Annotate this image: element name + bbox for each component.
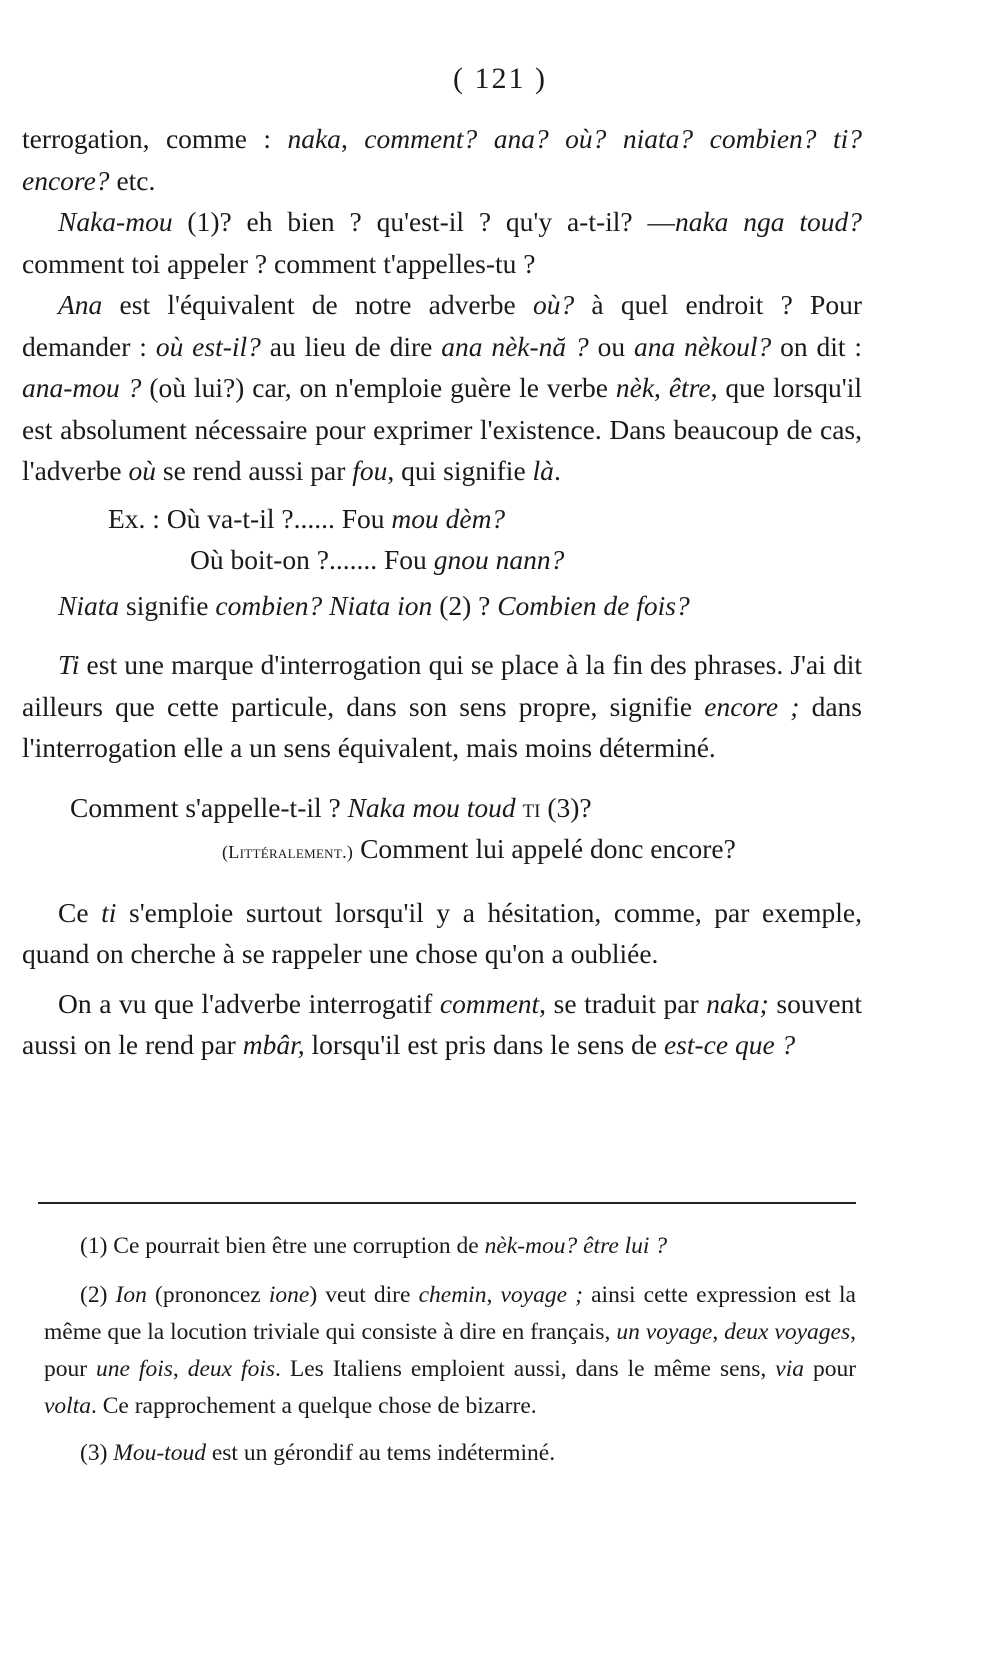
paragraph-6 [22, 892, 862, 975]
text-run: Fou [377, 544, 434, 575]
italic-run: deux voyages [724, 1319, 851, 1345]
italic-run: gnou nann? [433, 544, 565, 575]
italic-run: Niata [58, 589, 120, 621]
italic-run: ana nèkoul? [634, 330, 772, 362]
italic-run: deux fois [187, 1356, 276, 1382]
text-run: . [553, 455, 561, 486]
text-run: Fou [334, 502, 392, 534]
italic-run: naka nga toud? [674, 206, 862, 237]
text-run: On a vu que l'adverbe interrogatif [58, 987, 440, 1019]
paragraph-7 [22, 983, 862, 1066]
italic-run: Combien de fois? [497, 589, 690, 621]
italic-run: mbâr, [242, 1029, 305, 1060]
paragraph-2 [22, 201, 862, 284]
italic-run: Ion [107, 1282, 147, 1308]
text-run: Ce pourrait bien être une corruption de [107, 1233, 485, 1259]
text-run: , [712, 1319, 725, 1345]
footnote-number: (1) [80, 1233, 108, 1259]
footnote-number: (3) [80, 1440, 108, 1466]
italic-run: Ti [58, 649, 80, 680]
italic-run: est-ce que ? [663, 1029, 796, 1060]
italic-run: Niata ion [329, 589, 433, 621]
text-run: (prononcez [146, 1282, 269, 1308]
quote-block [22, 787, 862, 874]
italic-run: Mou-toud [107, 1440, 206, 1466]
text-run: ) veut dire [309, 1282, 419, 1308]
footnote-2 [44, 1277, 856, 1425]
literal-note: (Littéralement.) [222, 842, 354, 862]
paragraph-3 [22, 284, 862, 492]
italic-run: nèk [615, 372, 655, 403]
quote-row [22, 828, 862, 874]
italic-run: où [128, 455, 156, 486]
quote-row [22, 787, 862, 829]
text-run: , se traduit par [539, 987, 707, 1019]
text-run: au lieu de dire [260, 330, 442, 362]
italic-run: un voyage [616, 1319, 713, 1345]
text-run: (3)? [540, 791, 592, 823]
italic-run: ione [268, 1282, 310, 1308]
italic-run: mou dèm? [391, 502, 506, 534]
italic-run: comment [439, 987, 540, 1019]
text-run: ainsi cette expression est la même que la locution triviale qui consiste à dire en français, [44, 1282, 856, 1345]
italic-run: combien? [215, 589, 323, 621]
italic-run: Ana [58, 289, 103, 320]
text-run: Comment s'appelle-t-il ? [70, 791, 348, 823]
italic-run: Naka mou toud [347, 791, 516, 823]
text-run: est une marque d'interrogation qui se place à la fin des phrases. J'ai dit ailleurs que cette particule, dans son sens propre, signifie [22, 649, 862, 722]
text-run: (où lui?) car, on n'emploie guère le verbe [141, 372, 616, 403]
italic-run: volta [44, 1393, 91, 1419]
text-run: est un gérondif au tems indéterminé. [205, 1440, 556, 1466]
text-run: terrogation, comme : [22, 123, 288, 154]
footnote-1 [44, 1228, 856, 1265]
text-run: , [172, 1356, 188, 1382]
footnote-3 [44, 1435, 856, 1472]
small-caps-run: ti [515, 791, 541, 823]
example-row [22, 498, 862, 540]
italic-run: naka [287, 123, 341, 154]
text-run: s'emploie surtout lorsqu'il y a hésitation, comme, par exemple, quand on cherche à se rappeler une chose qu'on a oubliée. [22, 896, 862, 969]
text-run: . Ce rapprochement a quelque chose de bizarre. [91, 1393, 537, 1419]
paragraph-4 [22, 585, 862, 627]
italic-run: là [532, 455, 554, 486]
italic-run: où est-il? [155, 330, 261, 362]
text-run: Où boit-on ?....... [190, 544, 378, 575]
italic-run: encore ; [704, 690, 800, 722]
footnotes [44, 1228, 856, 1484]
text-run: ou [588, 330, 635, 362]
text-run: est l'équivalent de notre adverbe [102, 289, 533, 320]
text-run: (1)? eh bien ? qu'est-il ? qu'y a-t-il? — [172, 206, 675, 237]
text-run: , [486, 1282, 501, 1308]
italic-run: chemin [418, 1282, 487, 1308]
footnote-number: (2) [80, 1282, 108, 1308]
italic-run: où? [532, 289, 575, 320]
text-run: , [340, 123, 365, 154]
text-run: signifie [119, 589, 216, 621]
italic-run: via [775, 1356, 804, 1382]
text-run: pour [803, 1356, 857, 1382]
text-run: souvent aussi on le rend par [22, 987, 862, 1060]
italic-run: ti [101, 896, 117, 928]
text-run: comment toi appeler ? comment t'appelles-tu ? [22, 247, 536, 279]
italic-run: ana nèk-nă ? [441, 330, 589, 362]
italic-run: une fois [96, 1356, 173, 1382]
italic-run: nèk-mou? être lui ? [484, 1233, 668, 1259]
text-run: on dit : [771, 330, 863, 362]
example-row [22, 539, 862, 581]
text-run: , qui signifie [387, 455, 533, 486]
italic-run: naka; [706, 987, 769, 1019]
italic-run: comment? ana? où? niata? combien? ti? encore? [22, 123, 863, 196]
text-run: , pour [44, 1319, 856, 1382]
italic-run: Naka-mou [58, 206, 173, 237]
paragraph-1 [22, 118, 862, 201]
text-run: , que lorsqu'il est absolument nécessaire pour exprimer l'existence. Dans beaucoup de cas, l'adverbe [22, 372, 862, 486]
examples-block [22, 498, 862, 581]
text-run: Comment lui appelé donc encore? [353, 833, 736, 864]
text-run: à quel endroit ? Pour demander : [22, 289, 862, 362]
text-run: dans l'interrogation elle a un sens équivalent, mais moins déterminé. [22, 690, 862, 763]
text-run: . Les Italiens emploient aussi, dans le même sens, [275, 1356, 776, 1382]
italic-run: fou [352, 455, 388, 486]
text-run: (2) ? [432, 589, 498, 621]
text-run: etc. [109, 164, 156, 196]
text-run: lorsqu'il est pris dans le sens de [304, 1029, 664, 1060]
paragraph-5 [22, 644, 862, 769]
text-run: , [654, 372, 669, 403]
italic-run: voyage ; [500, 1282, 583, 1308]
text-run: Ce [58, 896, 102, 928]
page-number: ( 121 ) [453, 62, 547, 95]
footnote-divider [38, 1202, 856, 1204]
italic-run: être [668, 372, 711, 403]
italic-run: ana-mou ? [22, 372, 142, 403]
main-text [22, 118, 862, 1066]
text-run: se rend aussi par [156, 455, 353, 486]
text-run: Ex. : Où va-t-il ?...... [108, 502, 335, 534]
